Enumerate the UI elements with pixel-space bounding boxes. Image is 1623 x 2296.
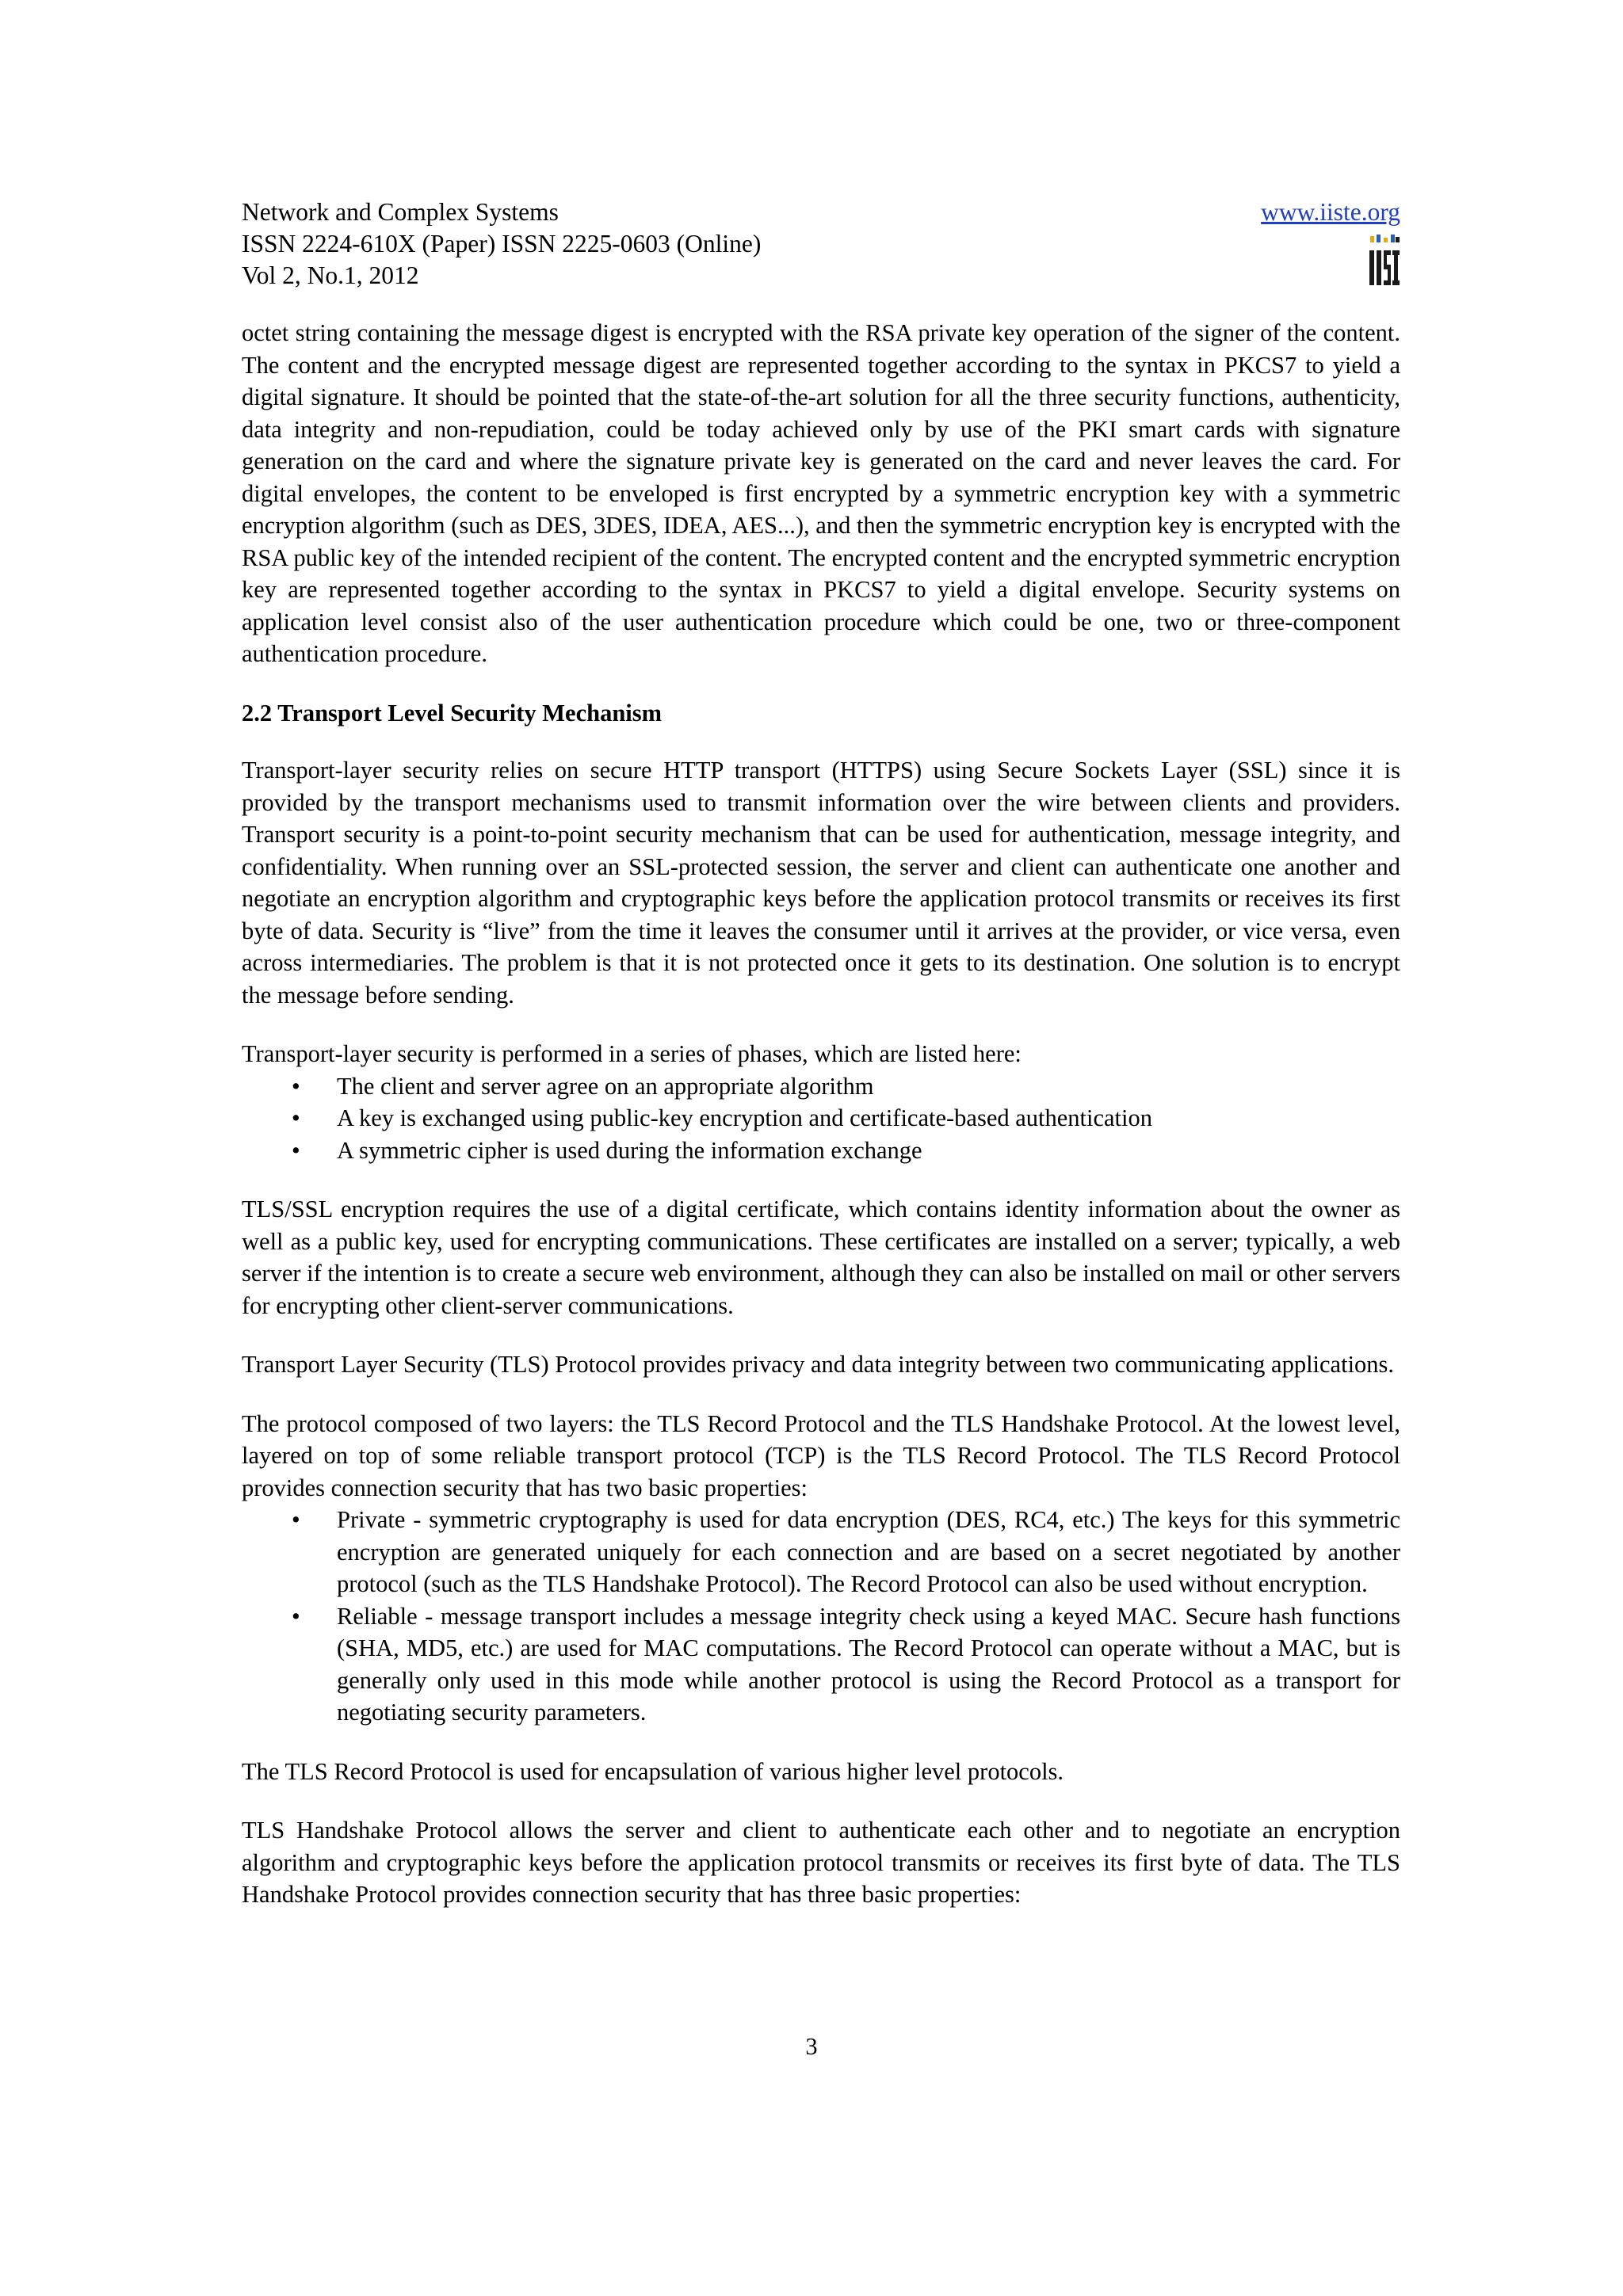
paragraph-certificate: TLS/SSL encryption requires the use of a digital certificate, which contains identity information about the owner as well as a public key, used for encrypting communications. These certificates are installed on a server; typically, a web server if the intention is to create a secure web environment, although they can also be installed on mail or other servers for encrypting other client-server communications.: [242, 1196, 1400, 1319]
phases-list: [242, 1070, 1400, 1167]
page-number: 3: [805, 2033, 818, 2060]
bullet-icon: •: [292, 1506, 300, 1533]
section-heading: 2.2 Transport Level Security Mechanism: [242, 699, 663, 727]
paragraph-phases-intro: Transport-layer security is performed in a series of phases, which are listed here:: [242, 1040, 1022, 1067]
list-item: • A symmetric cipher is used during the information exchange: [242, 1135, 1400, 1167]
bullet-icon: •: [292, 1602, 300, 1630]
volume-line: Vol 2, No.1, 2012: [242, 261, 419, 289]
list-item: • Private - symmetric cryptography is used for data encryption (DES, RC4, etc.) The keys for this symmetric encryption are generated uniquely for each connection and are based on a secret negotiated by another protocol (such as the TLS Handshake Protocol). The Record Protocol can also be used without encryption.: [242, 1504, 1400, 1600]
journal-info: [242, 196, 1400, 292]
journal-title: Network and Complex Systems: [242, 198, 559, 226]
paragraph-transport-security: Transport-layer security relies on secure HTTP transport (HTTPS) using Secure Sockets Layer (SSL) since it is provided by the transport mechanisms used to transmit information over the wire between clients and providers. Transport security is a point-to-point security mechanism that can be used for authentication, message integrity, and confidentiality. When running over an SSL-protected session, the server and client can authenticate one another and negotiate an encryption algorithm and cryptographic keys before the application protocol transmits or receives its first byte of data. Security is “live” from the time it leaves the consumer until it arrives at the provider, or vice versa, even across intermediaries. The problem is that it is not protected once it gets to its destination. One solution is to encrypt the message before sending.: [242, 757, 1400, 1009]
issn-line: ISSN 2224-610X (Paper) ISSN 2225-0603 (Online): [242, 230, 762, 257]
bullet-icon: •: [292, 1104, 300, 1131]
article-body: [242, 317, 1400, 1911]
paragraph-record-encapsulation: The TLS Record Protocol is used for encapsulation of various higher level protocols.: [242, 1757, 1064, 1785]
paragraph-tls-definition: Transport Layer Security (TLS) Protocol provides privacy and data integrity between two communicating applications.: [242, 1351, 1395, 1378]
list-item: • A key is exchanged using public-key encryption and certificate-based authentication: [242, 1102, 1400, 1135]
bullet-icon: •: [292, 1072, 300, 1100]
iiste-logo-icon: [1369, 235, 1400, 287]
record-properties-list: [242, 1504, 1400, 1729]
list-item: • The client and server agree on an appropriate algorithm: [242, 1070, 1400, 1103]
paragraph-pkcs7: octet string containing the message digest is encrypted with the RSA private key operation of the signer of the content. The content and the encrypted message digest are represented together according to the syntax in PKCS7 to yield a digital signature. It should be pointed that the state-of-the-art solution for all the three security functions, authenticity, data integrity and non-repudiation, could be today achieved only by use of the PKI smart cards with signature generation on the card and where the signature private key is generated on the card and never leaves the card. For digital envelopes, the content to be enveloped is first encrypted by a symmetric encryption key with a symmetric encryption algorithm (such as DES, 3DES, IDEA, AES...), and then the symmetric encryption key is encrypted with the RSA public key of the intended recipient of the content. The encrypted content and the encrypted symmetric encryption key are represented together according to the syntax in PKCS7 to yield a digital envelope. Security systems on application level consist also of the user authentication procedure which could be one, two or three-component authentication procedure.: [242, 319, 1401, 667]
website-link[interactable]: www.iiste.org: [1261, 198, 1400, 226]
bullet-icon: •: [292, 1136, 300, 1164]
running-header: [242, 196, 1400, 290]
paragraph-tls-layers: The protocol composed of two layers: the TLS Record Protocol and the TLS Handshake Protocol. At the lowest level, layered on top of some reliable transport protocol (TCP) is the TLS Record Protocol. The TLS Record Protocol provides connection security that has two basic properties:: [242, 1409, 1400, 1501]
page: [242, 196, 1400, 1938]
list-item: • Reliable - message transport includes a message integrity check using a keyed MAC. Secure hash functions (SHA, MD5, etc.) are used for MAC computations. The Record Protocol can operate without a MAC, but is generally only used in this mode while another protocol is using the Record Protocol as a transport for negotiating security parameters.: [242, 1600, 1400, 1729]
paragraph-handshake: TLS Handshake Protocol allows the server and client to authenticate each other and to negotiate an encryption algorithm and cryptographic keys before the application protocol transmits or receives its first byte of data. The TLS Handshake Protocol provides connection security that has three basic properties:: [242, 1817, 1400, 1908]
